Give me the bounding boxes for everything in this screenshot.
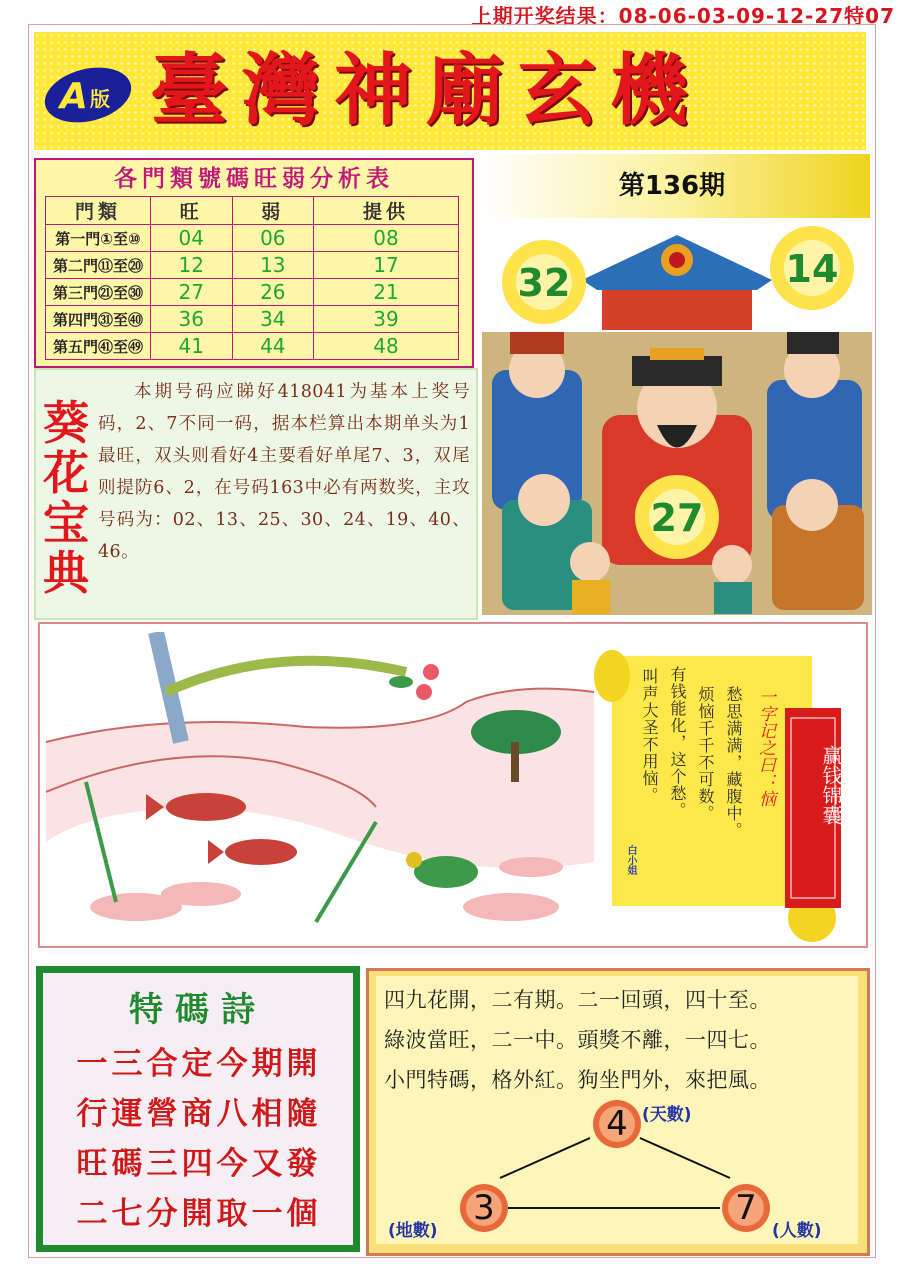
heaven-number: 4: [606, 1104, 628, 1144]
analysis-table-title: 各門類號碼旺弱分析表: [114, 166, 394, 192]
row-label: 第一門①至⑩: [46, 225, 151, 252]
svg-text:A: A: [60, 76, 88, 117]
table-row: [46, 333, 459, 360]
sunflower-title: 葵花宝典: [43, 396, 89, 600]
lucky-number-left: 32: [517, 261, 571, 305]
column-header: 提供: [314, 197, 459, 225]
sunflower-text: 本期号码应睇好418041为基本上奖号码，2、7不同一码，据本栏算出本期单头为1最旺，双头则看好4主要看好单尾7、3，双尾则提防6、2，在号码163中必有两数奖，主攻号码为：02、13、25、30、24、19、40、46。: [98, 382, 470, 562]
poem-line: 二七分開取一個: [76, 1196, 322, 1232]
column-header: 旺: [151, 197, 233, 225]
scroll-signature: 白小姐: [625, 845, 636, 875]
row-label: 第三門㉑至㉚: [46, 279, 151, 306]
page-title: 臺灣神廟玄機: [150, 45, 703, 136]
strong-value: 12: [151, 252, 233, 279]
table-row: [46, 279, 459, 306]
provide-value: 39: [314, 306, 459, 333]
red-ribbon-text: 赢钱锦囊: [819, 745, 843, 825]
provide-value: 48: [314, 333, 459, 360]
pond-scene-illustration: [46, 632, 594, 938]
strong-value: 41: [151, 333, 233, 360]
scroll-column: 有钱能化，这个愁。: [668, 666, 687, 819]
strong-value: 04: [151, 225, 233, 252]
poem-line: 旺碼三四今又發: [76, 1146, 322, 1182]
strong-value: 27: [151, 279, 233, 306]
human-number: 7: [735, 1188, 757, 1228]
table-row: [46, 306, 459, 333]
table-row: [46, 252, 459, 279]
scroll-column: 愁思满满，藏腹中。: [724, 686, 743, 839]
scroll-column: 烦恼千千不可数。: [696, 686, 715, 822]
column-header: 門類: [46, 197, 151, 225]
row-label: 第四門㉛至㊵: [46, 306, 151, 333]
earth-label: (地數): [388, 1221, 438, 1241]
weak-value: 13: [232, 252, 314, 279]
strong-value: 36: [151, 306, 233, 333]
row-label: 第二門⑪至⑳: [46, 252, 151, 279]
verse-line: 小門特碼，格外紅。狗坐門外，來把風。: [384, 1068, 771, 1092]
table-header-row: [46, 197, 459, 225]
table-row: [46, 225, 459, 252]
weak-value: 44: [232, 333, 314, 360]
edition-badge-icon: [40, 64, 136, 126]
scroll-column: 叫声大圣不用恼。: [640, 668, 659, 804]
human-label: (人數): [772, 1221, 822, 1241]
earth-number: 3: [473, 1188, 495, 1228]
poem-line: 行運營商八相隨: [76, 1096, 322, 1132]
lucky-number-center: 27: [650, 496, 704, 540]
weak-value: 26: [232, 279, 314, 306]
temple-gods-illustration: [482, 220, 872, 615]
last-draw-result: 上期开奖结果：08-06-03-09-12-27特07: [471, 4, 895, 28]
fish-icon: [208, 839, 297, 865]
provide-value: 17: [314, 252, 459, 279]
period-label: 第136期: [618, 171, 726, 201]
provide-value: 08: [314, 225, 459, 252]
poem-title: 特碼詩: [129, 990, 267, 1030]
verse-line: 四九花開，二有期。二一回頭，四十至。: [384, 988, 771, 1012]
analysis-table: [45, 196, 459, 360]
lucky-number-right: 14: [785, 247, 839, 291]
weak-value: 06: [232, 225, 314, 252]
poem-line: 一三合定今期開: [76, 1046, 322, 1082]
verse-line: 綠波當旺，二一中。頭獎不離，一四七。: [384, 1028, 771, 1052]
row-label: 第五門㊶至㊾: [46, 333, 151, 360]
scroll-heading: 一字记之曰：恼: [755, 688, 775, 807]
heaven-label: (天數): [642, 1105, 692, 1125]
weak-value: 34: [232, 306, 314, 333]
provide-value: 21: [314, 279, 459, 306]
svg-text:版: 版: [90, 87, 110, 111]
column-header: 弱: [232, 197, 314, 225]
